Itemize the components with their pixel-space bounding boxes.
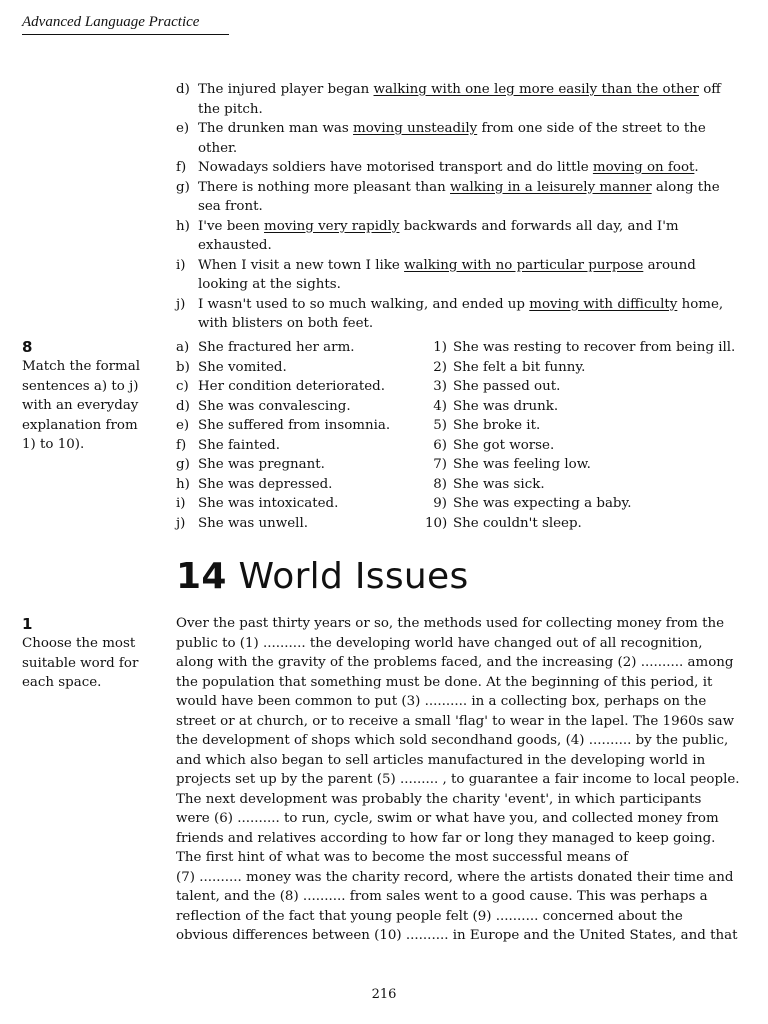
formal-sentence-text: She was convalescing.: [198, 398, 351, 414]
passage-line: street or at church, or to receive a small 'flag' to wear in the lapel. The 1960s saw: [176, 713, 735, 729]
formal-sentence-label: f): [176, 437, 187, 453]
sentence-text: with blisters on both feet.: [198, 316, 374, 331]
formal-sentence: [176, 416, 426, 436]
item-letter: f): [176, 160, 187, 175]
exercise-8-instruction: Match the formal sentences a) to j) with an everyday explanation from 1) to 10).: [22, 359, 141, 452]
everyday-explanation-label: 9): [433, 496, 447, 511]
underlined-phrase: walking with no particular purpose: [404, 257, 644, 273]
sentence-line: [198, 314, 741, 334]
formal-sentence: [176, 377, 426, 397]
item-letter: d): [176, 82, 190, 97]
formal-sentence-text: She fainted.: [198, 437, 280, 453]
formal-sentence-label: i): [176, 496, 186, 511]
passage-line: the development of shops which sold secondhand goods, (4) .......... by the public,: [176, 733, 729, 748]
sentence-text: I've been: [198, 218, 265, 234]
sentence-line: [198, 236, 741, 256]
sentence-text: along the: [651, 179, 720, 195]
sentence-text: The injured player began: [198, 82, 374, 97]
formal-sentence: [176, 358, 426, 378]
underlined-phrase: walking in a leisurely manner: [450, 179, 652, 195]
passage-line: and which also began to sell articles manufactured in the developing world in: [176, 752, 706, 768]
sentence-text: When I visit a new town I like: [198, 257, 405, 273]
sentence-text: exhausted.: [198, 238, 272, 253]
unit-number: 14: [176, 556, 227, 597]
everyday-explanation: [425, 455, 745, 475]
everyday-explanation-text: She was expecting a baby.: [453, 496, 632, 511]
running-head: Advanced Language Practice: [22, 14, 229, 35]
passage-line: The next development was probably the charity 'event', in which participants: [176, 791, 702, 807]
sentence-item: [176, 256, 741, 295]
formal-sentence-label: h): [176, 476, 190, 492]
everyday-explanation-label: 6): [433, 437, 447, 453]
everyday-explanation: [425, 514, 745, 534]
exercise7-items-continued: [176, 80, 741, 334]
formal-sentence-label: d): [176, 398, 190, 414]
item-letter: j): [176, 296, 186, 312]
item-letter: h): [176, 218, 190, 234]
exercise-1-instruction: Choose the most suitable word for each space.: [22, 636, 139, 690]
everyday-explanation-text: She was feeling low.: [453, 457, 591, 472]
formal-sentence-text: She fractured her arm.: [198, 340, 355, 355]
formal-sentence: [176, 514, 426, 534]
everyday-explanation: [425, 377, 745, 397]
sentence-line: [198, 119, 741, 158]
everyday-explanation-label: 3): [433, 379, 447, 394]
everyday-explanation-label: 7): [433, 457, 447, 472]
sentence-text: .: [694, 160, 699, 175]
sentence-text: the pitch.: [198, 101, 263, 117]
formal-sentence-label: g): [176, 457, 190, 472]
sentence-item: [176, 178, 741, 217]
everyday-explanation-label: 10): [425, 515, 448, 531]
formal-sentence-text: She was pregnant.: [198, 457, 325, 472]
sentence-text: around: [643, 257, 696, 273]
sentence-line: [198, 80, 741, 100]
sentence-item: [176, 295, 741, 334]
passage-line: obvious differences between (10) .......... in Europe and the United States, and that: [176, 928, 738, 943]
item-letter: i): [176, 257, 186, 273]
sentence-text: home,: [677, 296, 724, 312]
sentence-text: There is nothing more pleasant than: [198, 179, 450, 195]
item-letter: e): [176, 121, 190, 136]
item-letter: g): [176, 179, 190, 195]
everyday-explanation-text: She felt a bit funny.: [453, 359, 586, 375]
everyday-explanation: [425, 494, 745, 514]
formal-sentence-text: She was intoxicated.: [198, 496, 339, 511]
formal-sentence-text: She was depressed.: [198, 476, 333, 492]
formal-sentences-list: [176, 338, 426, 533]
everyday-explanation-text: She was drunk.: [453, 398, 559, 414]
sentence-text: sea front.: [198, 199, 263, 214]
sentence-item: [176, 158, 741, 178]
everyday-explanation-text: She broke it.: [453, 418, 541, 433]
everyday-explanation: [425, 416, 745, 436]
everyday-explanation: [425, 475, 745, 495]
formal-sentence: [176, 455, 426, 475]
cloze-passage: [176, 614, 742, 946]
passage-line: along with the gravity of the problems faced, and the increasing (2) .......... among: [176, 655, 734, 670]
sentence-text: I wasn't used to so much walking, and ended up: [198, 296, 530, 312]
sentence-text: off: [698, 82, 721, 97]
sentence-item: [176, 119, 741, 158]
passage-line: The first hint of what was to become the most successful means of: [176, 850, 629, 865]
passage-line: would have been common to put (3) .......... in a collecting box, perhaps on the: [176, 694, 707, 709]
everyday-explanation-label: 4): [433, 398, 447, 414]
sentence-line: [198, 100, 741, 120]
formal-sentence: [176, 338, 426, 358]
underlined-phrase: moving unsteadily: [353, 121, 478, 136]
formal-sentence-label: b): [176, 359, 190, 375]
sentence-line: [198, 256, 741, 276]
formal-sentence: [176, 475, 426, 495]
passage-line: were (6) .......... to run, cycle, swim or what have you, and collected money from: [176, 811, 719, 826]
sentence-text: looking at the sights.: [198, 277, 341, 292]
page-number: 216: [371, 987, 397, 1002]
sentence-text: backwards and forwards all day, and I'm: [399, 218, 679, 234]
sentence-line: [198, 295, 741, 315]
formal-sentence-label: e): [176, 418, 190, 433]
underlined-phrase: moving with difficulty: [529, 296, 678, 312]
everyday-explanation-label: 8): [433, 476, 447, 492]
everyday-explanation-text: She got worse.: [453, 437, 555, 453]
exercise-8-number: 8: [22, 338, 33, 356]
unit-heading: [176, 556, 469, 597]
everyday-explanation: [425, 358, 745, 378]
everyday-explanation-text: She couldn't sleep.: [453, 515, 582, 531]
underlined-phrase: walking with one leg more easily than the other: [373, 82, 699, 97]
everyday-explanation-label: 2): [433, 359, 447, 375]
sentence-item: [176, 80, 741, 119]
formal-sentence-label: j): [176, 515, 186, 531]
formal-sentence-label: c): [176, 379, 189, 394]
passage-line: (7) .......... money was the charity record, where the artists donated their time and: [176, 869, 734, 885]
sentence-text: The drunken man was: [198, 121, 354, 136]
everyday-explanation-text: She was resting to recover from being ill.: [453, 340, 736, 355]
formal-sentence: [176, 436, 426, 456]
sentence-line: [198, 158, 741, 178]
formal-sentence: [176, 397, 426, 417]
formal-sentence-label: a): [176, 340, 190, 355]
passage-line: reflection of the fact that young people felt (9) .......... concerned about the: [176, 908, 683, 924]
sentence-line: [198, 197, 741, 217]
formal-sentence-text: She suffered from insomnia.: [198, 418, 391, 433]
formal-sentence-text: She was unwell.: [198, 515, 309, 531]
passage-line: the population that something must be done. At the beginning of this period, it: [176, 674, 713, 690]
underlined-phrase: moving very rapidly: [264, 218, 400, 234]
formal-sentence: [176, 494, 426, 514]
exercise-1-number: 1: [22, 615, 33, 633]
formal-sentence-text: Her condition deteriorated.: [198, 379, 385, 394]
everyday-explanation: [425, 338, 745, 358]
sentence-text: from one side of the street to the other.: [198, 121, 706, 156]
everyday-explanation: [425, 436, 745, 456]
everyday-explanation: [425, 397, 745, 417]
sentence-line: [198, 217, 741, 237]
everyday-explanations-list: [425, 338, 745, 533]
sentence-text: Nowadays soldiers have motorised transport and do little: [198, 160, 593, 175]
underlined-phrase: moving on foot: [592, 160, 695, 175]
passage-line: talent, and the (8) .......... from sales went to a good cause. This was perhaps a: [176, 889, 708, 904]
passage-line: friends and relatives according to how far or long they managed to keep going.: [176, 830, 716, 846]
sentence-line: [198, 178, 741, 198]
sentence-item: [176, 217, 741, 256]
sentence-line: [198, 275, 741, 295]
everyday-explanation-text: She was sick.: [453, 476, 545, 492]
passage-line: Over the past thirty years or so, the methods used for collecting money from the: [176, 616, 725, 631]
everyday-explanation-text: She passed out.: [453, 379, 561, 394]
everyday-explanation-label: 5): [433, 418, 447, 433]
unit-title: World Issues: [238, 556, 469, 597]
everyday-explanation-label: 1): [433, 340, 447, 355]
passage-line: public to (1) .......... the developing world have changed out of all recognition,: [176, 635, 703, 651]
passage-line: projects set up by the parent (5) ......... , to guarantee a fair income to local people.: [176, 772, 740, 787]
formal-sentence-text: She vomited.: [198, 359, 287, 375]
